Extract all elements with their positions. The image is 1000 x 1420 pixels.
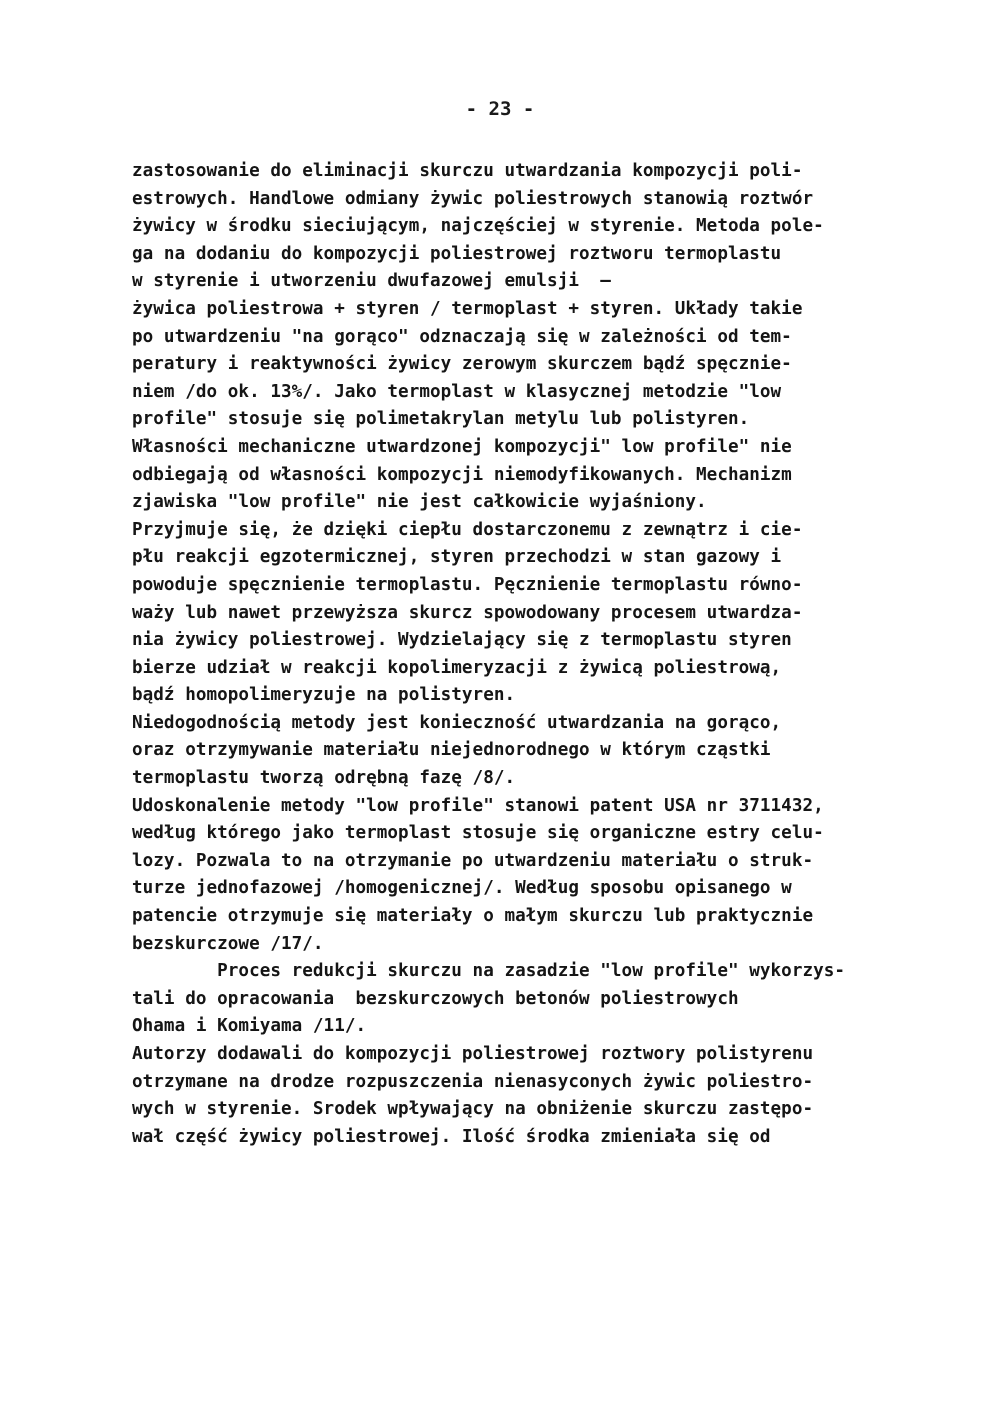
text-line: oraz otrzymywanie materiału niejednorodnego w którym cząstki — [132, 740, 771, 761]
text-line: Autorzy dodawali do kompozycji poliestrowej roztwory polistyrenu — [132, 1044, 814, 1064]
text-line: estrowych. Handlowe odmiany żywic poliestrowych stanowią roztwór — [132, 188, 814, 209]
text-line: zjawiska "low profile" nie jest całkowicie wyjaśniony. — [132, 492, 707, 513]
text-line: Ohama i Komiyama /11/. — [132, 1016, 367, 1037]
text-line: peratury i reaktywności żywicy zerowym skurczem bądź spęcznie- — [132, 354, 792, 375]
text-line: waży lub nawet przewyższa skurcz spowodowany procesem utwardza- — [132, 602, 803, 623]
text-line: tali do opracowania bezskurczowych betonów poliestrowych — [132, 988, 739, 1009]
text-line: bezskurczowe /17/. — [132, 933, 324, 954]
page-number: - 23 - — [465, 98, 535, 120]
text-line: po utwardzeniu "na gorąco" odznaczają się w zależności od tem- — [132, 326, 792, 347]
text-line: turze jednofazowej /homogenicznej/. Według sposobu opisanego w — [132, 878, 792, 899]
text-line: w styrenie i utworzeniu dwufazowej emulsji — — [132, 271, 611, 292]
text-line: termoplastu tworzą odrębną fazę /8/. — [132, 768, 516, 789]
text-line: żywicy w środku sieciującym, najczęściej w styrenie. Metoda pole- — [132, 216, 824, 237]
text-line: Przyjmuje się, że dzięki ciepłu dostarczonemu z zewnątrz i cie- — [132, 519, 803, 540]
text-line: niem /do ok. 13%/. Jako termoplast w klasycznej metodzie "low — [132, 381, 782, 402]
text-line: Niedogodnością metody jest konieczność utwardzania na gorąco, — [132, 712, 782, 733]
text-line: żywica poliestrowa + styren / termoplast + styren. Układy takie — [132, 298, 803, 319]
text-line: płu reakcji egzotermicznej, styren przechodzi w stan gazowy i — [132, 547, 782, 568]
body-text — [132, 158, 892, 1151]
text-line: według którego jako termoplast stosuje się organiczne estry celu- — [132, 823, 824, 844]
text-line: patencie otrzymuje się materiały o małym skurczu lub praktycznie — [132, 906, 814, 927]
text-line: Proces redukcji skurczu na zasadzie "low profile" wykorzys- — [132, 961, 846, 982]
text-line: ga na dodaniu do kompozycji poliestrowej roztworu termoplastu — [132, 243, 782, 264]
text-line: wał część żywicy poliestrowej. Ilość środka zmieniała się od — [132, 1126, 771, 1147]
text-line: wych w styrenie. Srodek wpływający na obniżenie skurczu zastępo- — [132, 1099, 814, 1120]
text-line: odbiegają od własności kompozycji niemodyfikowanych. Mechanizm — [132, 464, 792, 485]
text-line: Własności mechaniczne utwardzonej kompozycji" low profile" nie — [132, 436, 792, 457]
text-line: otrzymane na drodze rozpuszczenia nienasyconych żywic poliestro- — [132, 1071, 814, 1092]
text-line: lozy. Pozwala to na otrzymanie po utwardzeniu materiału o struk- — [132, 850, 814, 871]
text-line: bądź homopolimeryzuje na polistyren. — [132, 685, 516, 706]
text-line: powoduje spęcznienie termoplastu. Pęcznienie termoplastu równo- — [132, 574, 803, 595]
text-line: nia żywicy poliestrowej. Wydzielający się z termoplastu styren — [132, 630, 792, 651]
text-line: zastosowanie do eliminacji skurczu utwardzania kompozycji poli- — [132, 161, 803, 181]
text-line: bierze udział w reakcji kopolimeryzacji z żywicą poliestrową, — [132, 657, 782, 678]
text-line: Udoskonalenie metody "low profile" stanowi patent USA nr 3711432, — [132, 795, 824, 816]
text-line: profile" stosuje się polimetakrylan metylu lub polistyren. — [132, 409, 750, 430]
